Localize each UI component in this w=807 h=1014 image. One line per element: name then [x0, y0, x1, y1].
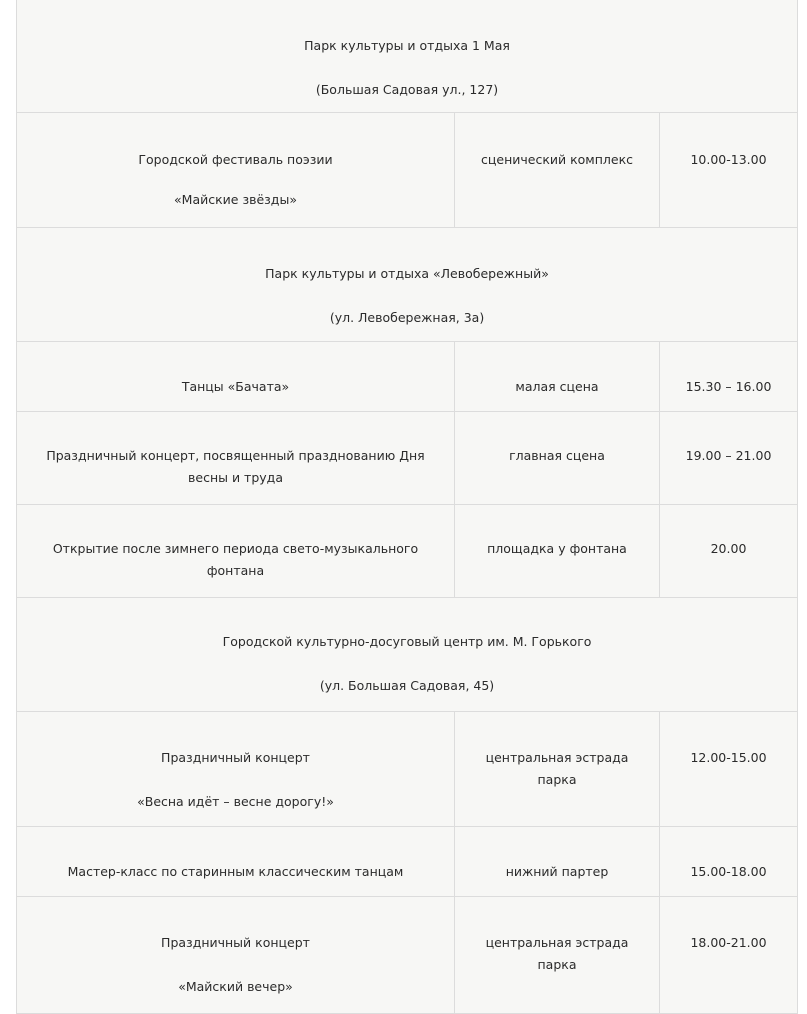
event-title-line: «Майские звёзды»: [174, 192, 297, 207]
event-title-line: «Майский вечер»: [178, 979, 293, 994]
event-title-line: фонтана: [206, 563, 265, 578]
event-time-cell: [660, 412, 798, 505]
event-title-cell: [17, 827, 455, 897]
event-row: [17, 342, 798, 412]
venue-address: (Большая Садовая ул., 127): [315, 82, 499, 97]
event-place-line: малая сцена: [515, 379, 599, 394]
event-place-line: главная сцена: [509, 448, 605, 463]
event-row: [17, 505, 798, 598]
event-time: 12.00-15.00: [690, 750, 767, 765]
event-title-line: Мастер-класс по старинным классическим танцам: [67, 864, 404, 879]
event-time-cell: [660, 505, 798, 598]
event-title-line: Танцы «Бачата»: [181, 379, 290, 394]
event-place-line: центральная эстрада: [485, 750, 629, 765]
event-time-cell: [660, 712, 798, 827]
event-time: 19.00 – 21.00: [685, 448, 772, 463]
event-place-line: сценический комплекс: [481, 152, 633, 167]
event-row: [17, 897, 798, 1014]
event-time-cell: [660, 827, 798, 897]
event-time: 20.00: [710, 541, 747, 556]
event-place-cell: [455, 827, 660, 897]
event-place-cell: [455, 342, 660, 412]
event-title-line: весны и труда: [188, 470, 283, 485]
event-title-line: «Весна идёт – весне дорогу!»: [137, 794, 334, 809]
event-time: 18.00-21.00: [690, 935, 767, 950]
venue-address: (ул. Левобережная, 3а): [329, 310, 485, 325]
event-time-cell: [660, 342, 798, 412]
event-place-line: площадка у фонтана: [487, 541, 627, 556]
venue-address: (ул. Большая Садовая, 45): [319, 678, 495, 693]
event-title-cell: [17, 505, 455, 598]
event-title-line: Открытие после зимнего периода свето-музыкального: [52, 541, 419, 556]
venue-cell: [17, 598, 798, 712]
event-place-cell: [455, 113, 660, 228]
event-title-line: Городской фестиваль поэзии: [138, 152, 333, 167]
event-row: [17, 412, 798, 505]
venue-row: [17, 0, 798, 113]
event-title-cell: [17, 113, 455, 228]
event-time: 10.00-13.00: [690, 152, 767, 167]
venue-name: Парк культуры и отдыха «Левобережный»: [265, 266, 549, 281]
event-place-cell: [455, 712, 660, 827]
event-time-cell: [660, 113, 798, 228]
event-place-cell: [455, 412, 660, 505]
event-place-line: нижний партер: [505, 864, 609, 879]
venue-cell: [17, 228, 798, 342]
schedule-table: [16, 0, 798, 1014]
event-place-cell: [455, 897, 660, 1014]
event-title-line: Праздничный концерт: [161, 935, 310, 950]
schedule-frame: [16, 0, 797, 1006]
event-title-cell: [17, 712, 455, 827]
event-place-cell: [455, 505, 660, 598]
event-title-cell: [17, 897, 455, 1014]
event-row: [17, 827, 798, 897]
event-row: [17, 113, 798, 228]
event-title-line: Праздничный концерт, посвященный празднованию Дня: [46, 448, 425, 463]
event-row: [17, 712, 798, 827]
event-title-line: Праздничный концерт: [161, 750, 310, 765]
venue-row: [17, 598, 798, 712]
event-title-cell: [17, 412, 455, 505]
event-time: 15.30 – 16.00: [685, 379, 772, 394]
event-time: 15.00-18.00: [690, 864, 767, 879]
venue-name: Парк культуры и отдыха 1 Мая: [304, 38, 510, 53]
event-place-line: парка: [537, 772, 577, 787]
event-time-cell: [660, 897, 798, 1014]
venue-name: Городской культурно-досуговый центр им. М. Горького: [222, 634, 592, 649]
event-place-line: центральная эстрада: [485, 935, 629, 950]
event-place-line: парка: [537, 957, 577, 972]
event-title-cell: [17, 342, 455, 412]
venue-row: [17, 228, 798, 342]
venue-cell: [17, 0, 798, 113]
